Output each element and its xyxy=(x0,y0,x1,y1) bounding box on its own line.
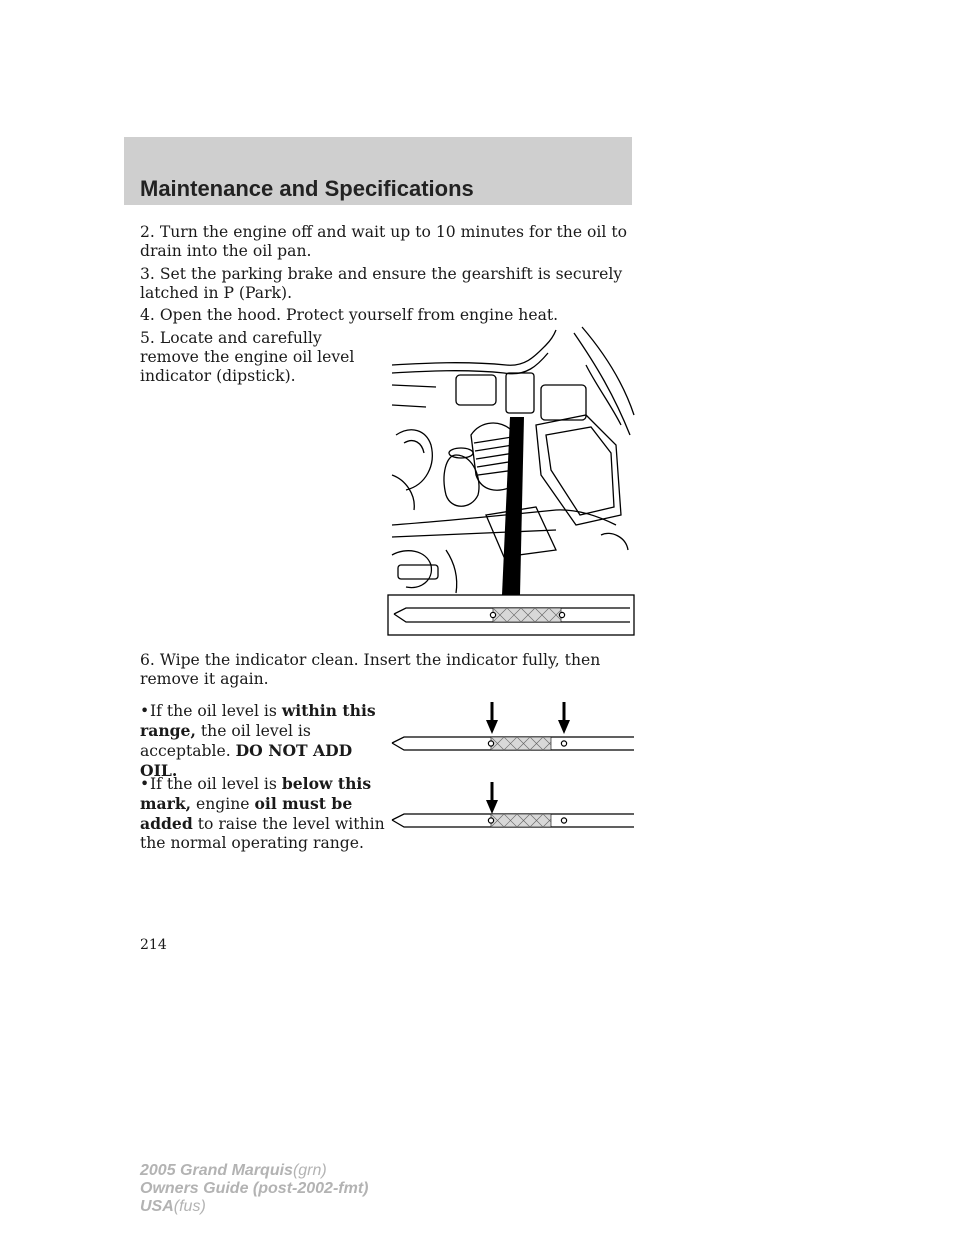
section-title: Maintenance and Specifications xyxy=(140,176,474,201)
dipstick-below-mark-illustration xyxy=(390,780,636,832)
footer-line-3: USA(fus) xyxy=(140,1198,206,1215)
step-5-text: 5. Locate and carefully remove the engine oil level indicator (dipstick). xyxy=(140,329,355,385)
page-number: 214 xyxy=(140,937,167,953)
step-2-text: 2. Turn the engine off and wait up to 10 minutes for the oil to drain into the oil pan. xyxy=(140,223,628,260)
dipstick-within-range-illustration xyxy=(390,700,636,752)
footer-line-1: 2005 Grand Marquis(grn) xyxy=(140,1162,327,1179)
footer-line-2: Owners Guide (post-2002-fmt) xyxy=(140,1180,369,1197)
bullet-within-range: •If the oil level is within this range, the oil level is acceptable. DO NOT ADD OIL. xyxy=(140,701,376,780)
step-6-text: 6. Wipe the indicator clean. Insert the indicator fully, then remove it again. xyxy=(140,651,601,688)
step-4-text: 4. Open the hood. Protect yourself from engine heat. xyxy=(140,306,559,324)
bullet-dot: • xyxy=(140,702,150,720)
bullet-below-mark: •If the oil level is below this mark, engine oil must be added to raise the level within the normal operating range. xyxy=(140,774,385,852)
document-footer xyxy=(140,1162,368,1216)
bullet-dot: • xyxy=(140,775,150,793)
step-3-text: 3. Set the parking brake and ensure the gearshift is securely latched in P (Park). xyxy=(140,265,623,302)
engine-compartment-illustration xyxy=(386,325,636,637)
